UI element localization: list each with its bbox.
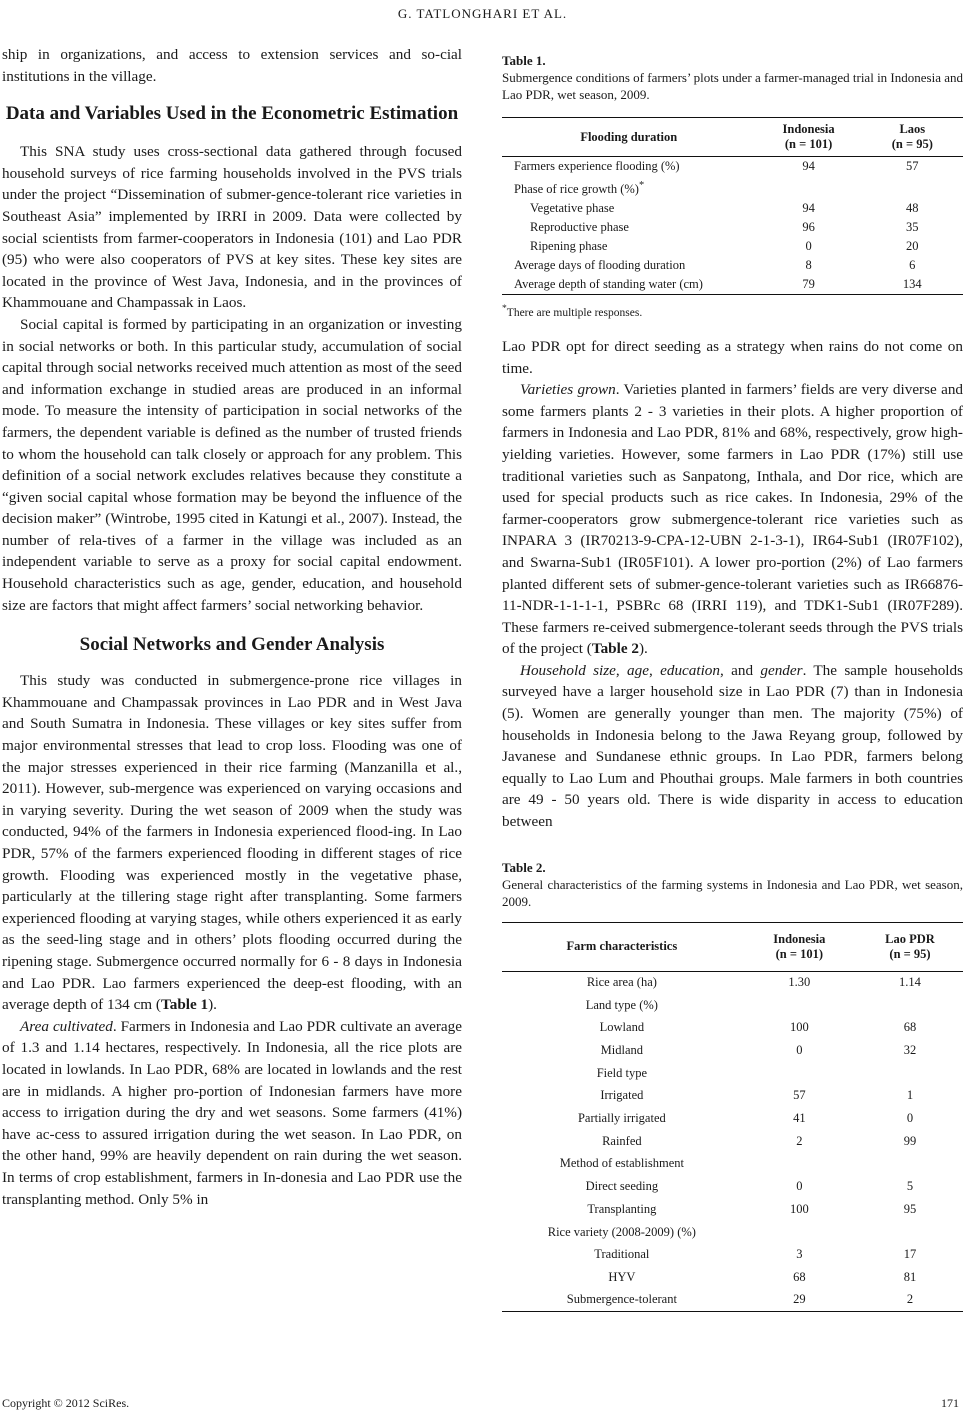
cell-laos: 17 — [903, 1247, 917, 1262]
paragraph-text: . Farmers in Indonesia and Lao PDR cultivate an average of 1.3 and 1.14 hectares, respectively. In Indonesia, all the rice plots are located in lowlands. In Lao PDR, 68% are located in lowlands and the rest are in midlands. A higher pro-portion of Indonesian farmers have more access to irrigation during the dry and wet seasons. Some farmers (41%) have ac-cess to assured irrigation during the wet season. In Lao PDR, on the other hand, 99% are heavily dependent on rain during the wet season. In terms of crop establishment, farmers in In-donesia and Lao PDR use the transplanting method. Only 5% in — [2, 1017, 462, 1208]
right-column — [502, 52, 963, 1312]
cell-laos: 1.14 — [899, 975, 921, 990]
cell-indonesia: 29 — [742, 1289, 857, 1312]
table-row — [502, 1175, 963, 1198]
paragraph — [502, 379, 963, 660]
cell-laos: 5 — [906, 1179, 914, 1194]
row-label: Average days of flooding duration — [514, 258, 686, 273]
table-row — [502, 971, 963, 994]
cell-laos: 81 — [903, 1269, 917, 1284]
cell-indonesia: 41 — [793, 1111, 806, 1126]
row-label: Land type (%) — [585, 997, 658, 1012]
table-row — [502, 1107, 963, 1130]
cell-indonesia: 94 — [802, 159, 815, 173]
cell-indonesia: 3 — [796, 1247, 803, 1262]
row-label: Submergence-tolerant — [502, 1289, 742, 1312]
row-label: Irrigated — [600, 1088, 644, 1103]
left-column — [2, 44, 462, 1210]
table-row — [502, 256, 963, 275]
table2-caption: General characteristics of the farming systems in Indonesia and Lao PDR, wet season, 2009. — [502, 876, 963, 909]
cell-laos: 99 — [903, 1133, 917, 1148]
table-row — [502, 1130, 963, 1153]
table-row — [502, 218, 963, 237]
cell-laos: 6 — [909, 258, 916, 273]
cell-laos: 0 — [906, 1111, 914, 1126]
page-number: 171 — [941, 1396, 959, 1410]
cell-indonesia: 100 — [789, 1020, 809, 1035]
paragraph — [2, 1016, 462, 1210]
paragraph-text: ). — [208, 996, 217, 1014]
paragraph: This SNA study uses cross-sectional data gathered through focused household surveys of rice farming households involved in the PVS trials under the project “Dissemination of submer-gence-tolerant rice varieties in Southeast Asia” implemented by IRRI in 2009. Data were collected by social scientists from farmer-cooperators in Indonesia (101) and Lao PDR (95) who were also cooperators of PVS at key sites. These key sites are located in the province of West Java, Indonesia, and in the provinces of Khammouane and Champassak in Laos. — [2, 143, 462, 312]
row-label: Lowland — [599, 1020, 645, 1035]
row-label: Direct seeding — [585, 1179, 659, 1194]
table-row — [502, 1198, 963, 1221]
table1 — [502, 117, 963, 295]
cell-indonesia: 0 — [805, 239, 812, 254]
table1-footnote: *There are multiple responses. — [502, 303, 643, 319]
cell-laos — [862, 176, 963, 199]
paragraph-text: . Varieties planted in farmers’ fields are very diverse and some farmers plants 2 - 3 varieties in their plots. A higher proportion of farmers in Indonesia and Lao PDR, 81% and 68%, respectively, grow high-yielding varieties. However, some farmers in Lao PDR (17%) still use traditional varieties such as Sanpatong, Inthala, and Dor rice, which are used for special products such as rice cakes. In Indonesia, 29% of the farmer-cooperators grow submergence-tolerant rice varieties such as INPARA 3 (IR70213-9-CPA-12-UBN 2-1-3-1), IR64-Sub1 (IR07F102), and Swarna-Sub1 (IR05F101). A lower pro-portion (2%) of Lao farmers planted different sets of submer-gence-tolerant varieties such as IR66876-11-NDR-1-1-1-1, PSBRc 68 (IRRI 119), and TDK1-Sub1 (IR07F289). These farmers re-ceived submergence-tolerant seeds through the PVS trials of the project ( — [502, 381, 964, 658]
row-label: Method of establishment — [559, 1156, 684, 1171]
table-row — [502, 199, 963, 218]
cell-indonesia: 0 — [796, 1179, 803, 1194]
paragraph-text: ). — [638, 640, 648, 658]
cell-indonesia — [742, 1062, 857, 1085]
cell-indonesia: 1.30 — [788, 975, 811, 990]
cell-laos: 68 — [903, 1020, 917, 1035]
cell-indonesia: 96 — [802, 220, 815, 235]
section-heading-data-variables: Data and Variables Used in the Econometric Estimation — [5, 103, 459, 125]
cell-laos — [857, 994, 963, 1017]
cell-indonesia: 94 — [802, 201, 815, 216]
paragraph-continued: ship in organizations, and access to extension services and so-cial institutions in the village. — [2, 46, 462, 85]
section-heading-social-networks: Social Networks and Gender Analysis — [79, 634, 385, 656]
table-reference: Table 1 — [160, 996, 209, 1014]
cell-laos: 48 — [906, 201, 919, 216]
paragraph — [2, 670, 462, 1016]
table-row — [502, 1243, 963, 1266]
paragraph: Household size, age, education, and gender. The sample households surveyed have a larger household size in Lao PDR (7) than in Indonesia (5). Women are generally younger than men. The majority (75%) of households in Indonesia belong to the Jawa Reyang group, followed by Javanese and Sundanese ethnic groups. In Lao PDR, farmers belong equally to Lao Lum and Phouthai groups. Male farmers in both countries are 49 - 50 years old. There is wide disparity in access to education between — [502, 661, 964, 831]
cell-indonesia — [742, 994, 857, 1017]
row-label: Rainfed — [602, 1133, 642, 1148]
paragraph: Lao PDR opt for direct seeding as a strategy when rains do not come on time. — [502, 337, 963, 377]
table-row — [502, 237, 963, 256]
cell-indonesia — [742, 1153, 857, 1176]
table2-label: Table 2. — [502, 859, 546, 875]
paragraph-lead: Varieties grown — [520, 381, 616, 399]
table1-label: Table 1. — [502, 53, 546, 68]
cell-laos: 95 — [903, 1201, 917, 1216]
table1-header-col1: Flooding duration — [502, 118, 756, 157]
table1-caption: Submergence conditions of farmers’ plots under a farmer-managed trial in Indonesia and Lao PDR, wet season, 2009. — [502, 70, 963, 102]
cell-laos: 20 — [906, 239, 919, 254]
table-row — [502, 275, 963, 295]
table2 — [502, 922, 963, 1312]
cell-laos — [857, 1062, 963, 1085]
cell-indonesia: 68 — [793, 1269, 806, 1284]
cell-laos: 1 — [906, 1088, 914, 1103]
table-row — [502, 994, 963, 1017]
table-row — [502, 1017, 963, 1040]
cell-laos: 134 — [862, 275, 963, 295]
row-label: Farmers experience flooding (%) — [514, 159, 680, 173]
cell-indonesia: 8 — [805, 258, 812, 273]
cell-indonesia: 57 — [793, 1088, 806, 1103]
table2-body — [502, 971, 963, 1311]
table1-body — [502, 157, 963, 295]
table-row — [502, 1289, 963, 1312]
cell-indonesia — [756, 176, 862, 199]
cell-laos: 35 — [906, 220, 919, 235]
table2-header-col1: Farm characteristics — [502, 922, 742, 971]
row-label: Vegetative phase — [530, 201, 615, 216]
paragraph: Social capital is formed by participating in an organization or investing in social networks or both. In this particular study, accumulation of social capital through social networks received much attention as most of the seed and information exchange in studied areas are produced in an informal mode. To measure the intensity of participation in social networks of the farmers, the dependent variable is defined as the number of trusted friends to whom the household can talk closely or approach for any problem. This definition of a social network excludes relatives because they constitute a “given social capital whose formation may be beyond the influence of the decision maker” (Wintrobe, 1995 cited in Katungi et al., 2007). Instead, the number of rela-tives of a farmer in the village was included as an independent variable to serve as a proxy for social capital endowment. Household characteristics such as age, gender, education, and household size are factors that might affect farmers’ social networking behavior. — [2, 315, 462, 614]
table-reference: Table 2 — [591, 640, 639, 658]
cell-indonesia — [742, 1221, 857, 1244]
table-row — [502, 157, 963, 177]
row-label: Ripening phase — [530, 239, 608, 254]
table-row — [502, 1153, 963, 1176]
row-label: Rice area (ha) — [586, 975, 657, 990]
table-row — [502, 1221, 963, 1244]
cell-indonesia: 100 — [789, 1201, 809, 1216]
cell-laos — [857, 1221, 963, 1244]
cell-indonesia: 79 — [756, 275, 862, 295]
footer-copyright: Copyright © 2012 SciRes. — [2, 1396, 130, 1410]
cell-laos: 32 — [903, 1043, 917, 1058]
row-label: Midland — [600, 1043, 644, 1058]
table-row — [502, 1085, 963, 1108]
table-row — [502, 1039, 963, 1062]
table2-header-col2: Indonesia (n = 101) — [742, 922, 857, 971]
table-row — [502, 1062, 963, 1085]
cell-indonesia: 0 — [796, 1043, 803, 1058]
row-label: Partially irrigated — [577, 1111, 666, 1126]
row-label: Average depth of standing water (cm) — [502, 275, 756, 295]
cell-indonesia: 2 — [796, 1133, 803, 1148]
row-label: Reproductive phase — [530, 220, 629, 235]
table1-header-col2: Indonesia (n = 101) — [756, 118, 862, 157]
cell-laos — [857, 1153, 963, 1176]
running-header: G. TATLONGHARI ET AL. — [397, 6, 568, 21]
row-label: Traditional — [594, 1247, 650, 1262]
row-label: Field type — [596, 1065, 648, 1080]
row-label: Rice variety (2008-2009) (%) — [547, 1224, 696, 1239]
paragraph-text: This study was conducted in submergence-prone rice villages in Khammouane and Champassak provinces in Lao PDR and in West Java and South Sumatra in Indonesia. These villages or key sites suffer from major environmental stresses that lead to crop loss. Flooding was one of the major stresses experienced in their rice farming (Manzanilla et al., 2011). However, sub-mergence was experienced on varying occasions and in varying severity. During the wet season of 2009 when the study was conducted, 94% of the farmers in Indonesia experienced flood-ing. In Lao PDR, 57% of the farmers experienced flooding in different stages of rice growth. Flooding was experienced mostly in the vegetative phase, particularly at the tillering stage right after transplanting. Some farmers experienced flooding at varying stages, while others experienced it as early as the seed-ling stage and in others’ plots flooding occurred during the ripening stage. Submergence occurred normally for 6 - 8 days in Indonesia and Lao PDR. Lao farmers experienced the deep-est flooding, with an average depth of 134 cm ( — [2, 672, 462, 1014]
cell-laos: 2 — [857, 1289, 963, 1312]
row-label: HYV — [608, 1269, 636, 1284]
row-label: Phase of rice growth (%)* — [514, 180, 645, 197]
cell-laos: 57 — [906, 159, 919, 173]
table-row — [502, 1266, 963, 1289]
paragraph-lead: Area cultivated — [20, 1017, 113, 1035]
row-label: Transplanting — [587, 1201, 657, 1216]
table2-header-col3: Lao PDR (n = 95) — [857, 922, 963, 971]
table1-header-col3: Laos (n = 95) — [862, 118, 963, 157]
table-row — [502, 176, 963, 199]
